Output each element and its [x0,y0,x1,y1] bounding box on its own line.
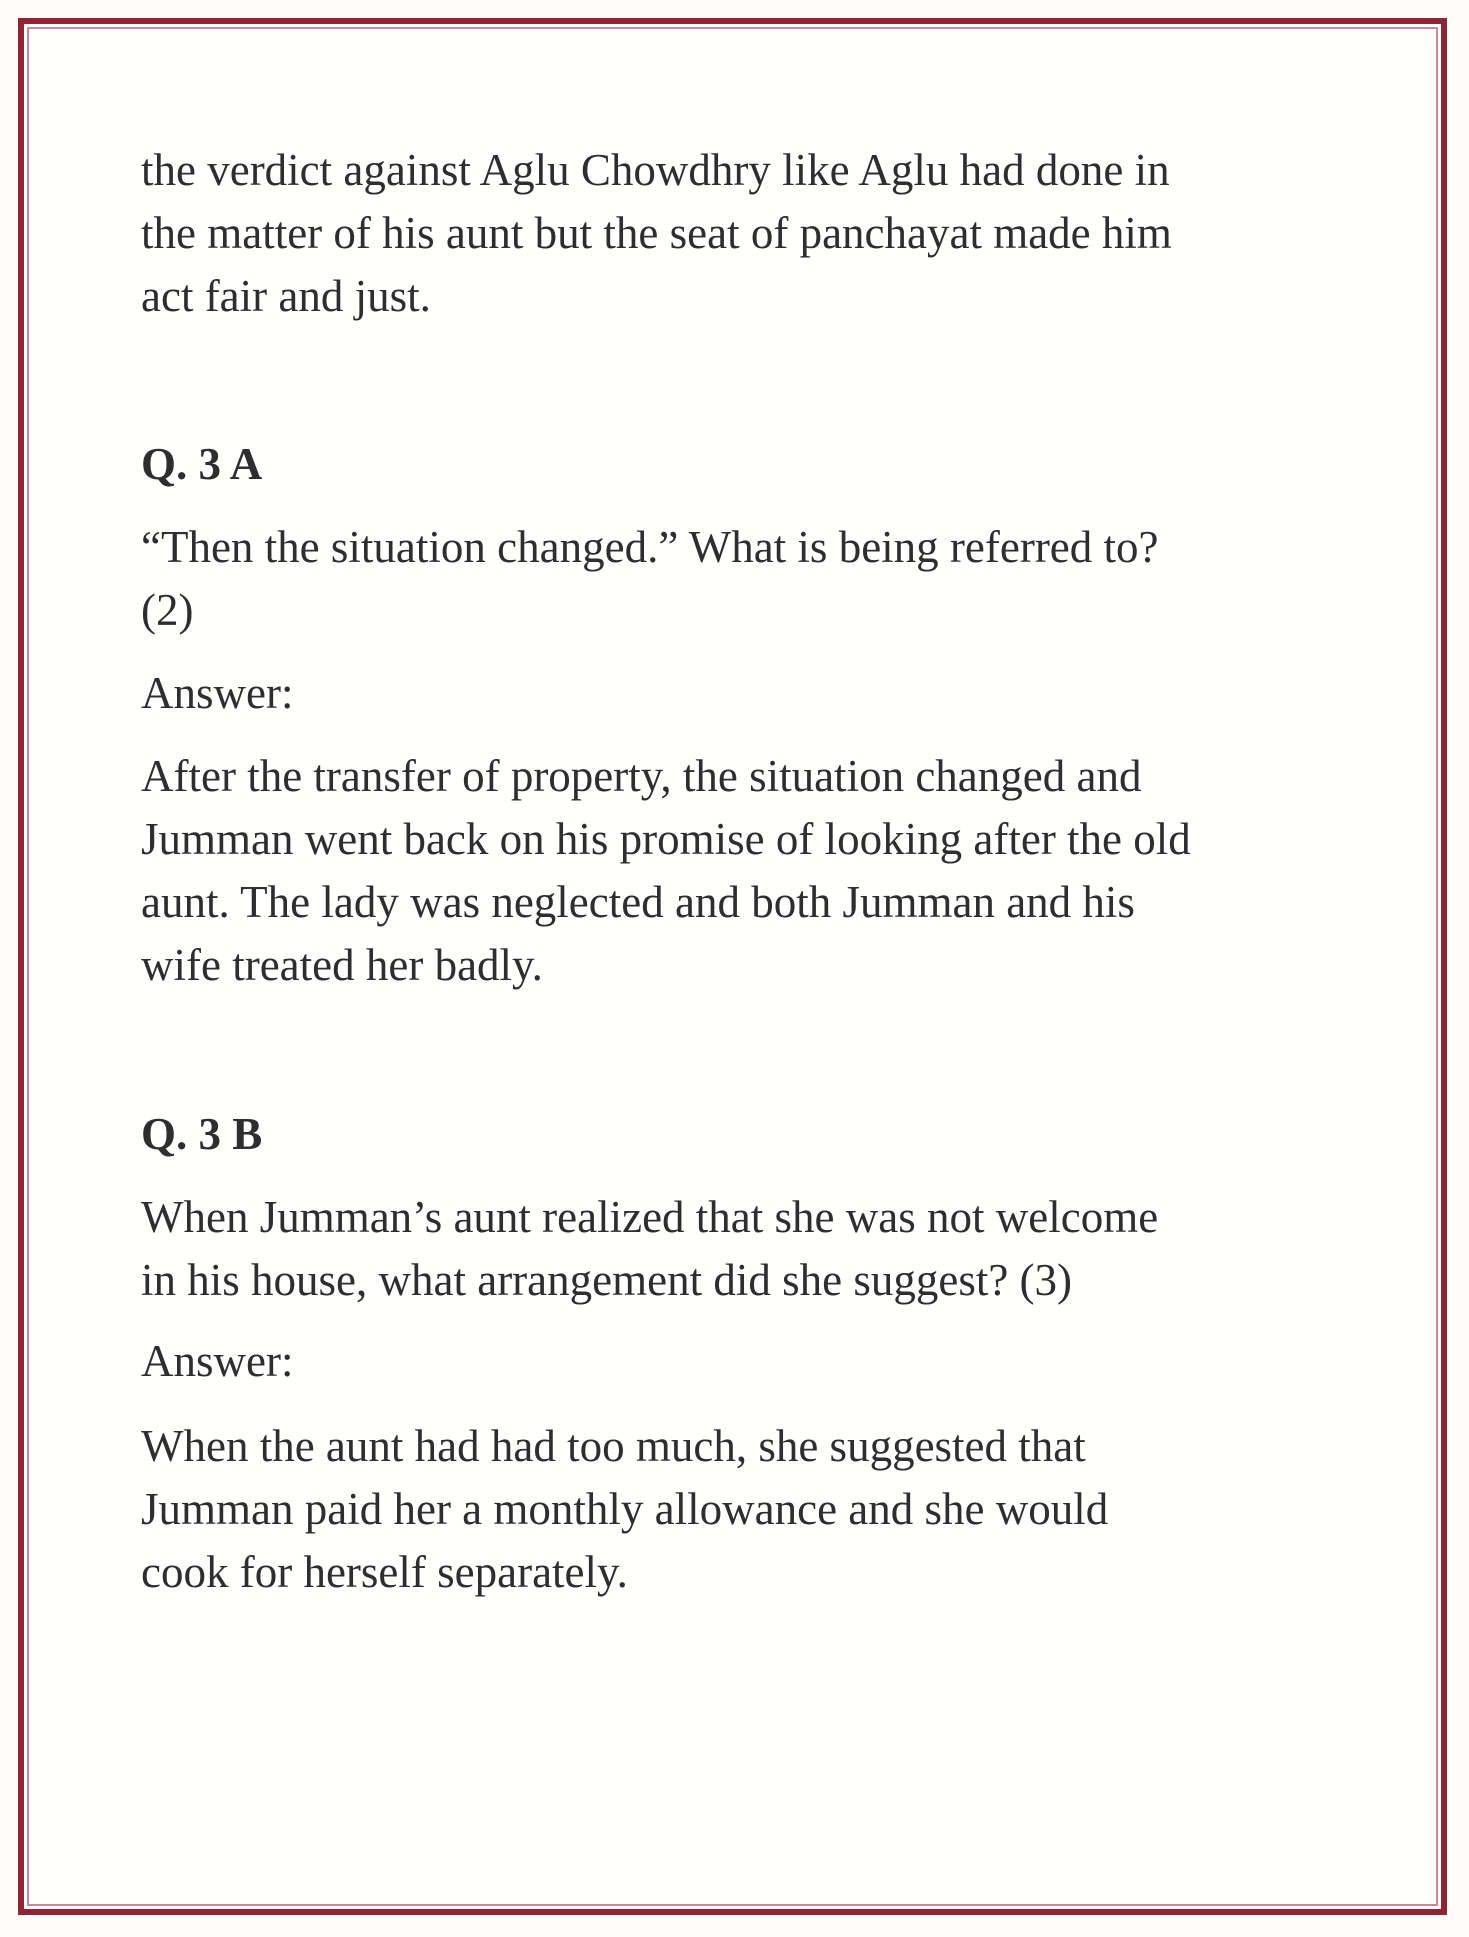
q3b-answer [141,1415,1341,1604]
text-line: in his house, what arrangement did she suggest? (3) [141,1255,1073,1305]
q3b-heading: Q. 3 B [141,1109,263,1159]
text-line: aunt. The lady was neglected and both Jumman and his [141,877,1135,927]
q3b-question [141,1186,1341,1312]
text-line: “Then the situation changed.” What is being referred to? [141,522,1159,572]
text-line: (2) [141,585,194,635]
text-line: Jumman went back on his promise of looking after the old [141,814,1191,864]
text-line: After the transfer of property, the situation changed and [141,751,1142,801]
text-line: Jumman paid her a monthly allowance and she would [141,1484,1109,1534]
q3b-answer-label: Answer: [141,1336,294,1386]
q3a-answer [141,745,1341,997]
q3a-answer-label: Answer: [141,668,294,718]
intro-paragraph [141,139,1341,328]
text-line: the matter of his aunt but the seat of panchayat made him [141,208,1172,258]
text-line: When the aunt had had too much, she suggested that [141,1421,1086,1471]
text-line: When Jumman’s aunt realized that she was not welcome [141,1192,1159,1242]
text-line: cook for herself separately. [141,1547,628,1597]
text-line: the verdict against Aglu Chowdhry like Aglu had done in [141,145,1170,195]
q3a-heading: Q. 3 A [141,439,263,489]
text-line: wife treated her badly. [141,940,543,990]
text-line: act fair and just. [141,271,431,321]
q3a-question [141,516,1341,642]
